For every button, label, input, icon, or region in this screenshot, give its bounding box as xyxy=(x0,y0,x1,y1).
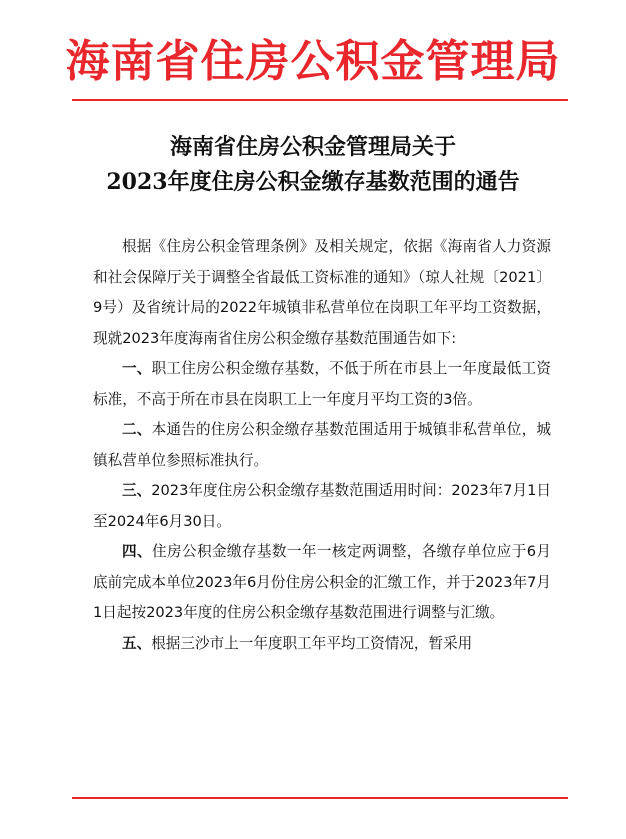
footer-divider-line xyxy=(72,797,568,799)
clause-2-number: 二、 xyxy=(122,421,152,438)
clause-3-text: 2023年度住房公积金缴存基数范围适用时间：2023年7月1日至2024年6月30日。 xyxy=(93,482,551,530)
document-body xyxy=(93,232,551,659)
document-title-line-1: 海南省住房公积金管理局关于 xyxy=(169,134,456,160)
clause-5-text: 根据三沙市上一年度职工年平均工资情况，暂采用 xyxy=(151,634,473,652)
document-title-line-2: 2023年度住房公积金缴存基数范围的通告 xyxy=(106,169,520,195)
clause-5-number: 五、 xyxy=(122,634,152,652)
clause-3-number: 三、 xyxy=(122,482,152,499)
header-divider-line xyxy=(72,99,568,101)
clause-1 xyxy=(93,354,551,415)
clause-4-number: 四、 xyxy=(122,543,152,560)
intro-paragraph: 根据《住房公积金管理条例》及相关规定，依据《海南省人力资源和社会保障厅关于调整全省最低工资标准的通知》（琼人社规〔2021〕9号）及省统计局的2022年城镇非私营单位在岗职工年平均工资数据，现就2023年度海南省住房公积金缴存基数范围通告如下: xyxy=(93,238,551,347)
clause-3 xyxy=(93,476,551,537)
clause-1-text: 职工住房公积金缴存基数，不低于所在市县上一年度最低工资标准，不高于所在市县在岗职工上一年度月平均工资的3倍。 xyxy=(93,360,551,408)
clause-2 xyxy=(93,415,551,476)
clause-4 xyxy=(93,537,551,629)
clause-5 xyxy=(93,629,551,660)
clause-2-text: 本通告的住房公积金缴存基数范围适用于城镇非私营单位，城镇私营单位参照标准执行。 xyxy=(93,421,551,469)
clause-1-number: 一、 xyxy=(122,360,152,377)
clause-4-text: 住房公积金缴存基数一年一核定两调整，各缴存单位应于6月底前完成本单位2023年6月份住房公积金的汇缴工作，并于2023年7月1日起按2023年度的住房公积金缴存基数范围进行调整与汇缴。 xyxy=(93,543,551,621)
issuer-header: 海南省住房公积金管理局 xyxy=(65,36,561,87)
